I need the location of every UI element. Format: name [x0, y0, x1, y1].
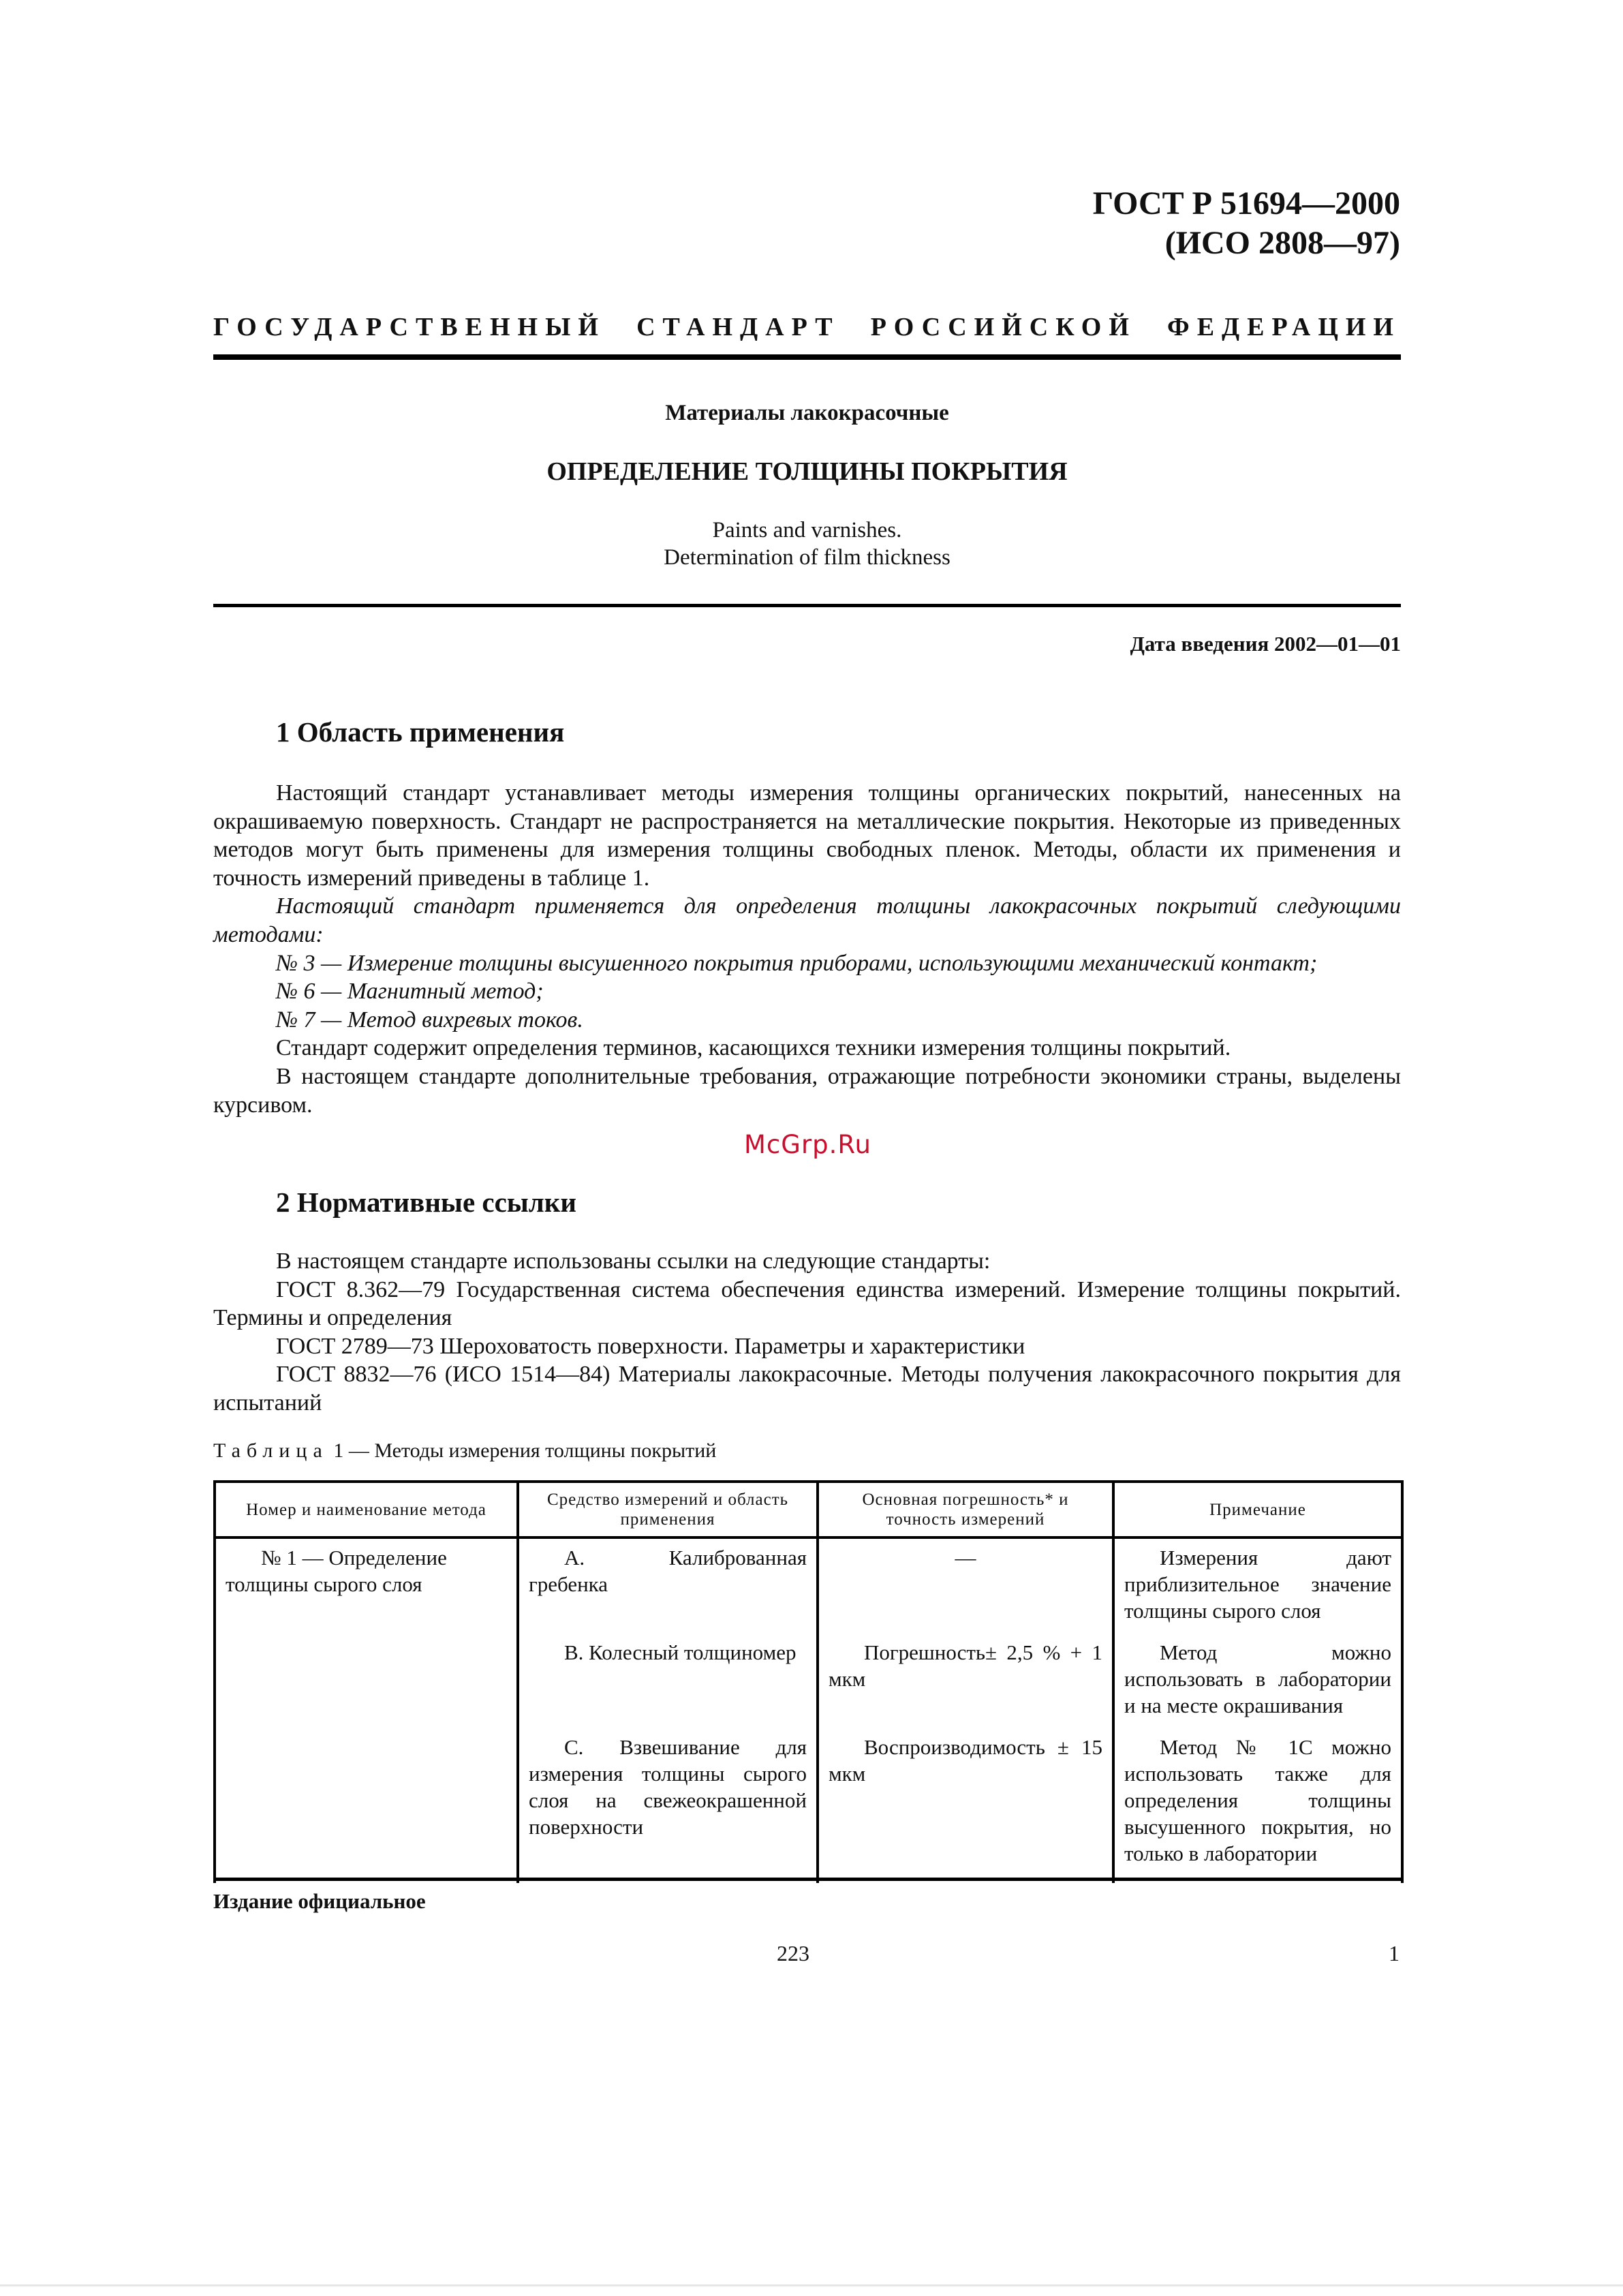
top-rule	[213, 354, 1401, 360]
table-header-cell: Основная погрешность* и точность измерений	[818, 1482, 1113, 1537]
scan-edge-line	[0, 2284, 1623, 2286]
reference-gost-2789: ГОСТ 2789—73 Шероховатость поверхности. Параметры и характеристики	[276, 1333, 1025, 1359]
document-title: ОПРЕДЕЛЕНИЕ ТОЛЩИНЫ ПОКРЫТИЯ	[546, 457, 1068, 486]
instrument-cell	[518, 1537, 818, 1634]
iso-number: (ИСО 2808—97)	[1164, 225, 1400, 261]
table-header-cell: Примечание	[1113, 1482, 1402, 1537]
instrument-cell	[518, 1728, 818, 1876]
note-text: Метод № 1С можно использовать также для определения толщины высушенного покрытия, но только в лаборатории	[1124, 1735, 1391, 1865]
table-caption-text: 1 — Методы измерения толщины покрытий	[333, 1439, 717, 1462]
section1-paragraph: В настоящем стандарте дополнительные требования, отражающие потребности экономики страны, выделены курсивом.	[213, 1063, 1401, 1118]
method-cell	[215, 1537, 518, 1876]
instrument-text: А. Калиброванная гребенка	[529, 1546, 807, 1596]
reference-gost-8362: ГОСТ 8.362—79 Государственная система обеспечения единства измерений. Измерение толщины покрытий. Термины и определения	[213, 1276, 1401, 1331]
accuracy-cell	[818, 1634, 1113, 1728]
english-title-line1: Paints and varnishes.	[712, 518, 902, 542]
section1-body	[213, 779, 1401, 1119]
official-edition-label: Издание официальное	[213, 1889, 426, 1913]
method-7-item: № 7 — Метод вихревых токов.	[276, 1007, 583, 1032]
note-text: Метод можно использовать в лаборатории и на месте окрашивания	[1124, 1640, 1391, 1717]
accuracy-cell	[818, 1728, 1113, 1876]
english-title-line2: Determination of film thickness	[664, 545, 950, 570]
section1-heading: 1 Область применения	[276, 716, 565, 748]
instrument-cell	[518, 1634, 818, 1728]
sheet-number: 1	[1389, 1941, 1400, 1965]
instrument-text: В. Колесный толщиномер	[564, 1640, 797, 1664]
page-number: 223	[777, 1941, 809, 1965]
table-caption-word: Таблица	[213, 1439, 328, 1462]
section1-paragraph: Настоящий стандарт устанавливает методы измерения толщины органических покрытий, нанесенных на окрашиваемую поверхность. Стандарт не распространяется на металлические покрытия. Некоторые из приведенных методов могут быть применены для измерения толщины свободных пленок. Методы, области их применения и точность измерений приведены в таблице 1.	[213, 780, 1401, 891]
section1-italic-paragraph: Настоящий стандарт применяется для определения толщины лакокрасочных покрытий следующими методами:	[213, 893, 1401, 947]
accuracy-text: —	[955, 1546, 976, 1570]
gost-number: ГОСТ Р 51694—2000	[1092, 185, 1400, 221]
footer-rule	[213, 1878, 1401, 1881]
methods-table	[213, 1480, 1404, 1883]
english-title	[213, 517, 1401, 571]
table-header-cell: Средство измерений и область применения	[518, 1482, 818, 1537]
note-cell	[1113, 1728, 1402, 1876]
instrument-text: С. Взвешивание для измерения толщины сырого слоя на свежеокрашенной поверхности	[529, 1735, 807, 1839]
section2-body	[213, 1247, 1401, 1418]
note-cell	[1113, 1537, 1402, 1634]
table-header-row	[215, 1482, 1402, 1537]
watermark: McGrp.Ru	[744, 1130, 871, 1159]
table-row	[215, 1537, 1402, 1634]
reference-gost-8832: ГОСТ 8832—76 (ИСО 1514—84) Материалы лакокрасочные. Методы получения лакокрасочного покрытия для испытаний	[213, 1362, 1401, 1415]
method-3-item: № 3 — Измерение толщины высушенного покрытия приборами, использующими механический контакт;	[276, 950, 1318, 976]
document-subject: Материалы лакокрасочные	[665, 401, 949, 425]
title-rule	[213, 604, 1401, 607]
accuracy-text: Погрешность± 2,5 % + 1 мкм	[829, 1640, 1102, 1691]
section1-paragraph: Стандарт содержит определения терминов, касающихся техники измерения толщины покрытий.	[276, 1035, 1231, 1061]
accuracy-text: Воспроизводимость ± 15 мкм	[829, 1735, 1102, 1786]
gost-designation	[1093, 184, 1400, 263]
section2-heading: 2 Нормативные ссылки	[276, 1187, 577, 1218]
state-standard-heading: ГОСУДАРСТВЕННЫЙ СТАНДАРТ РОССИЙСКОЙ ФЕДЕРАЦИИ	[213, 313, 1401, 341]
table-caption	[213, 1439, 716, 1463]
note-cell	[1113, 1634, 1402, 1728]
section2-paragraph: В настоящем стандарте использованы ссылки на следующие стандарты:	[276, 1249, 991, 1274]
note-text: Измерения дают приблизительное значение толщины сырого слоя	[1124, 1546, 1391, 1623]
introduction-date: Дата введения 2002—01—01	[1130, 632, 1401, 656]
method-6-item: № 6 — Магнитный метод;	[276, 979, 544, 1005]
accuracy-cell	[818, 1537, 1113, 1634]
table-header-cell: Номер и наименование метода	[215, 1482, 518, 1537]
method-name: № 1 — Определение толщины сырого слоя	[226, 1546, 447, 1596]
